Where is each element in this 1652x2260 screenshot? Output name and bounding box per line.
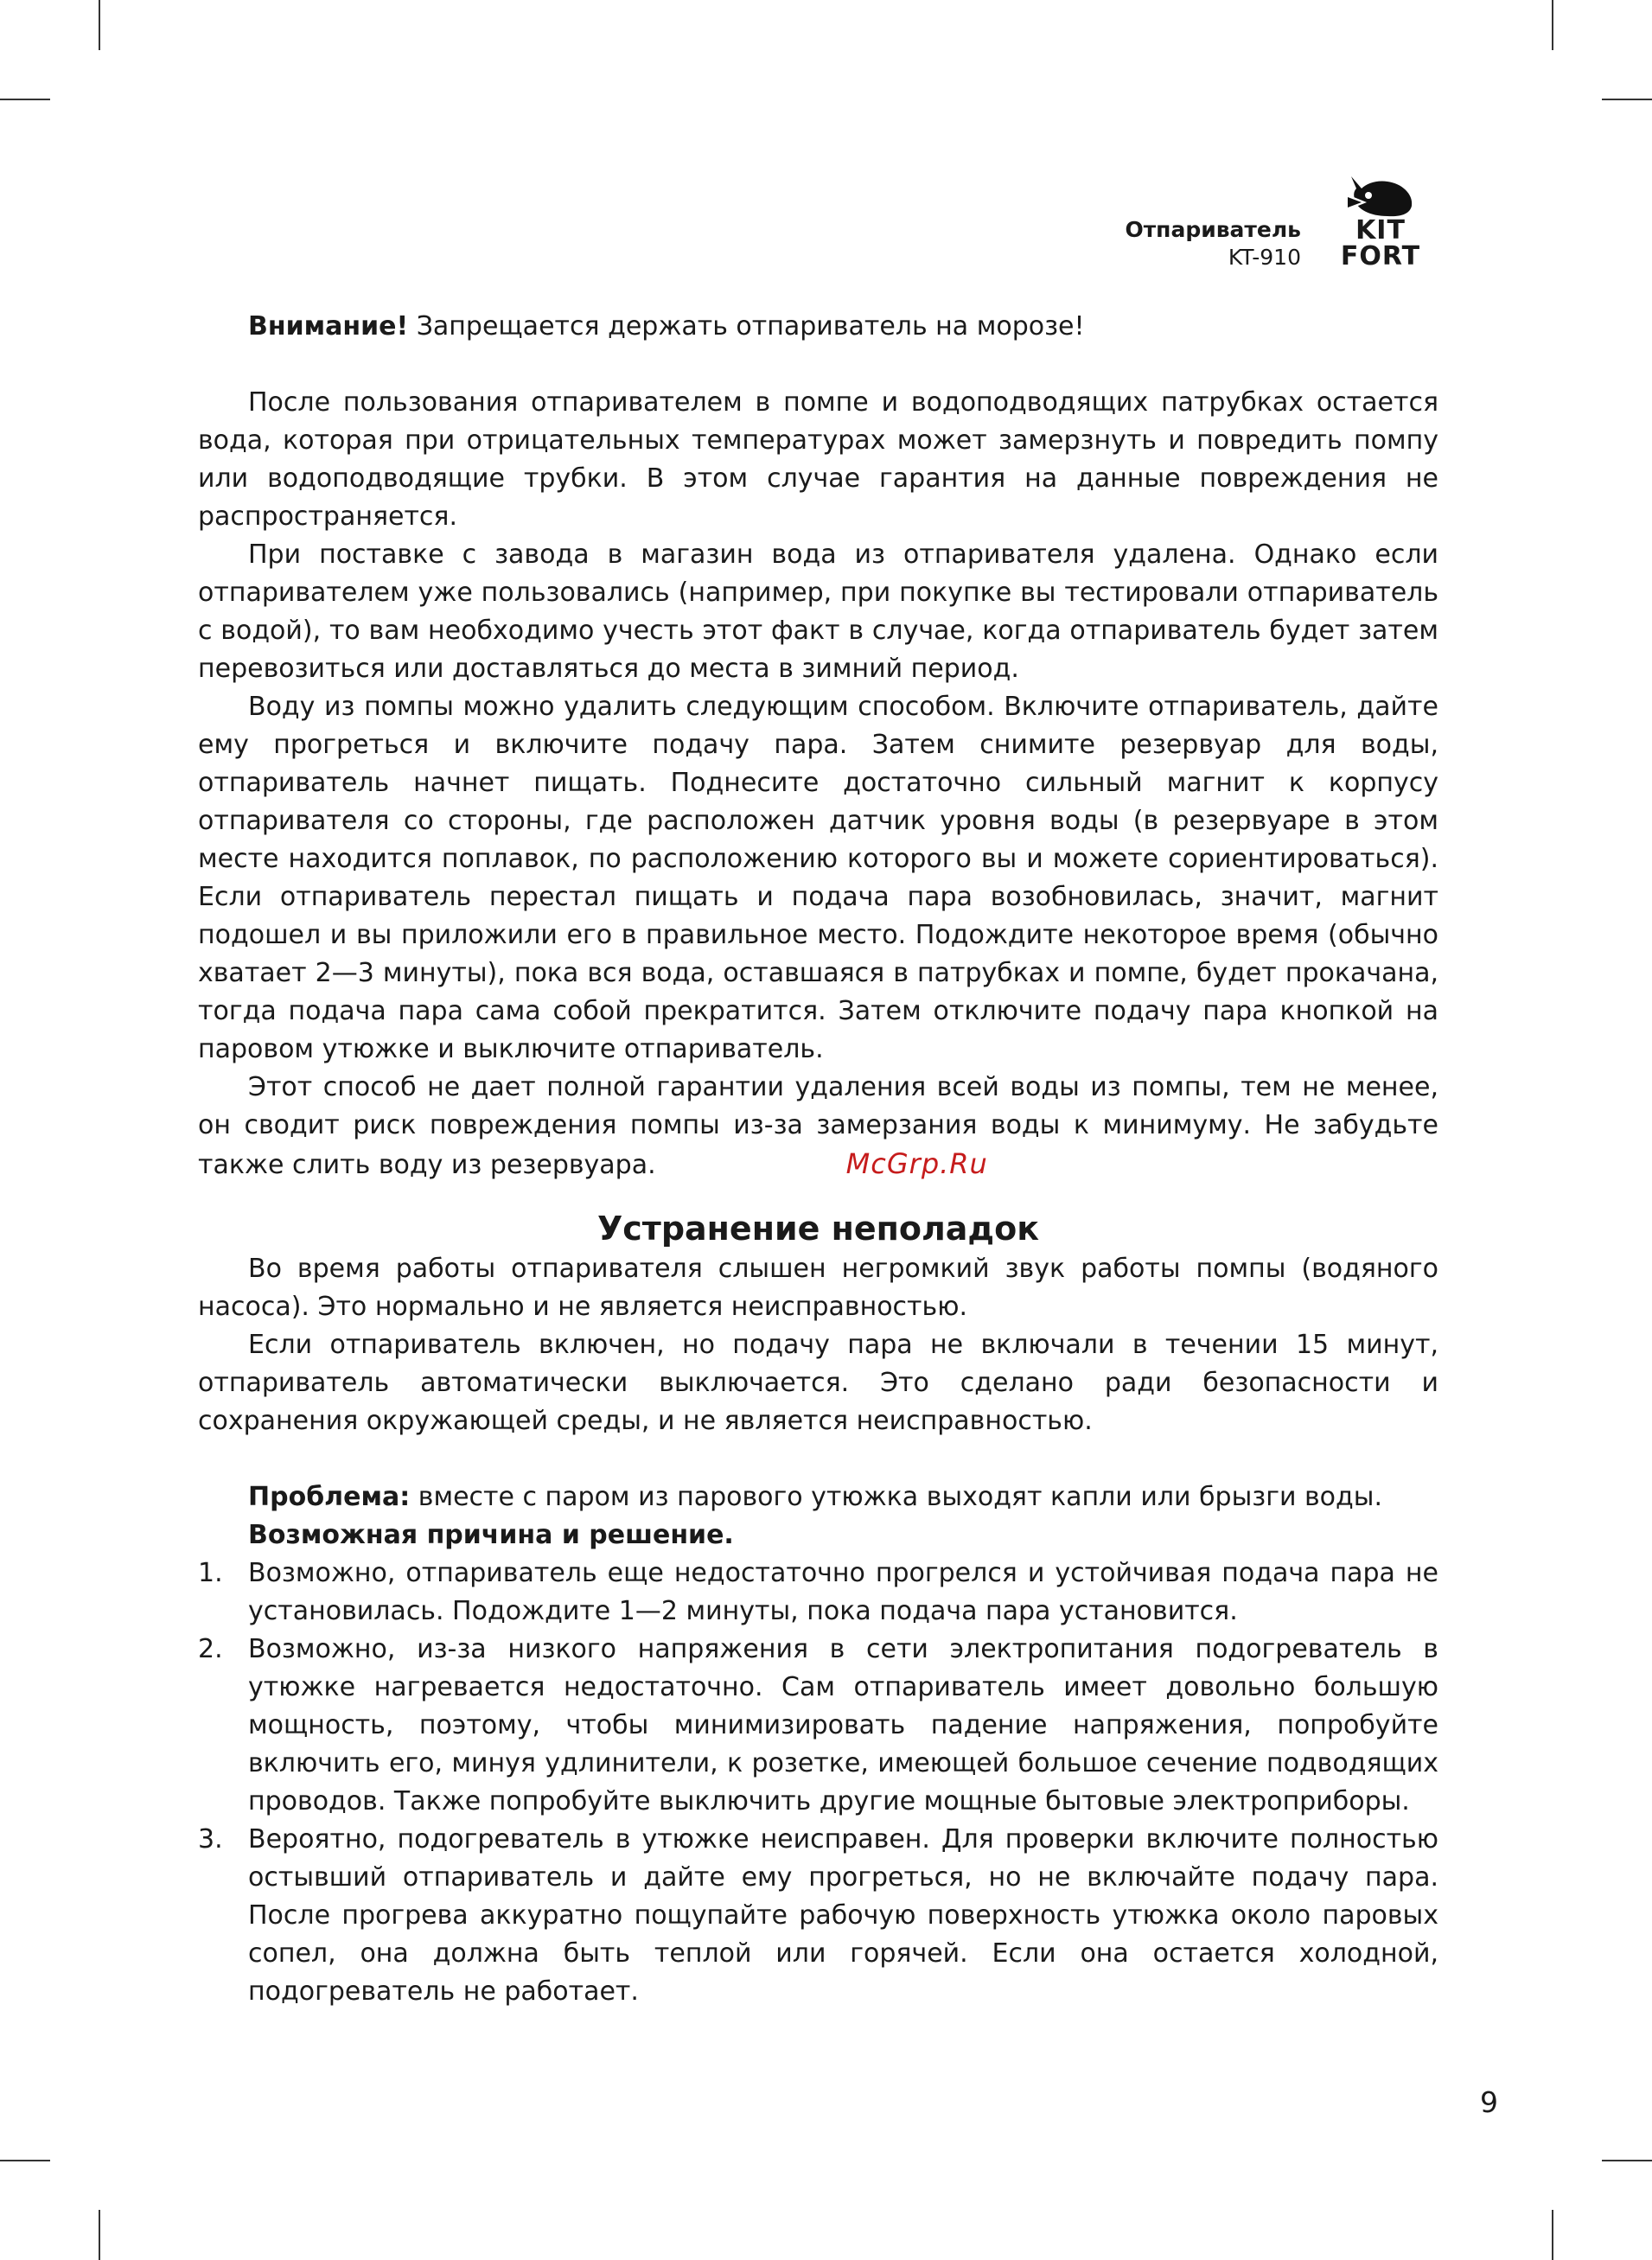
section-paragraph: Если отпариватель включен, но подачу пара не включали в течении 15 минут, отпариватель автоматически выключается. Это сделано ради безопасности и сохранения окружающей среды, и не является неисправностью. — [198, 1330, 1438, 1436]
crop-mark — [0, 99, 50, 100]
problem-paragraph — [198, 1478, 1438, 1516]
product-model: KT-910 — [1228, 245, 1301, 270]
kitfort-cat-icon — [1344, 171, 1417, 218]
solutions-list — [198, 1555, 1438, 2011]
problem-label: Проблема: — [248, 1482, 411, 1512]
cause-heading — [198, 1516, 1438, 1555]
logo-text-top: KIT — [1355, 215, 1406, 246]
cause-label: Возможная причина и решение. — [248, 1520, 734, 1550]
list-text: Возможно, из-за низкого напряжения в сети электропитания подогреватель в утюжке нагревается недостаточно. Сам отпариватель имеет довольно большую мощность, поэтому, чтобы минимизировать падение напряжения, попробуйте включить его, минуя удлинители, к розетке, имеющей большое сечение подводящих проводов. Также попробуйте выключить другие мощные бытовые электроприборы. — [248, 1634, 1438, 1816]
list-item — [198, 1555, 1438, 1631]
section-paragraph: Во время работы отпаривателя слышен негромкий звук работы помпы (водяного насоса). Это нормально и не является неисправностью. — [198, 1254, 1438, 1322]
crop-mark — [1552, 0, 1553, 50]
body-paragraph: После пользования отпаривателем в помпе и водоподводящих патрубках остается вода, которая при отрицательных температурах может замерзнуть и повредить помпу или водоподводящие трубки. В этом случае гарантия на данные повреждения не распространяется. — [198, 387, 1438, 532]
list-number: 1. — [198, 1558, 223, 1588]
brand-logo — [1324, 171, 1437, 270]
body-paragraph: При поставке с завода в магазин вода из отпаривателя удалена. Однако если отпаривателем уже пользовались (например, при покупке вы тестировали отпариватель с водой), то вам необходимо учесть этот факт в случае, когда отпариватель будет затем перевозиться или доставляться до места в зимний период. — [198, 539, 1438, 684]
warning-text: Запрещается держать отпариватель на морозе! — [408, 311, 1085, 342]
list-text: Вероятно, подогреватель в утюжке неисправен. Для проверки включите полностью остывший отпариватель и дайте ему прогреться, но не включайте подачу пара. После прогрева аккуратно пощупайте рабочую поверхность утюжка около паровых сопел, она должна быть теплой или горячей. Если она остается холодной, подогреватель не работает. — [248, 1824, 1438, 2007]
page-content — [198, 308, 1438, 2011]
body-paragraph — [198, 1069, 1438, 1184]
crop-mark — [99, 0, 100, 50]
spacer — [198, 346, 1438, 384]
crop-mark — [0, 2160, 50, 2161]
section-title: Устранение неполадок — [596, 1210, 1040, 1248]
crop-mark — [1552, 2210, 1553, 2260]
page-header — [1125, 216, 1301, 271]
warning-paragraph — [198, 308, 1438, 346]
product-title: Отпариватель — [1125, 217, 1301, 242]
body-paragraph: Воду из помпы можно удалить следующим способом. Включите отпариватель, дайте ему прогреться и включите подачу пара. Затем снимите резервуар для воды, отпариватель начнет пищать. Поднесите достаточно сильный магнит к корпусу отпаривателя со стороны, где расположен датчик уровня воды (в резервуаре в этом месте находится поплавок, по расположению которого вы и можете сориентироваться). Если отпариватель перестал пищать и подача пара возобновилась, значит, магнит подошел и вы приложили его в правильное место. Подождите некоторое время (обычно хватает 2—3 минуты), пока вся вода, оставшаяся в патрубках и помпе, будет прокачана, тогда подача пара сама собой прекратится. Затем отключите подачу пара кнопкой на паровом утюжке и выключите отпариватель. — [198, 692, 1438, 1064]
problem-text: вместе с паром из парового утюжка выходят капли или брызги воды. — [410, 1482, 1382, 1512]
list-number: 3. — [198, 1824, 223, 1855]
logo-text-bottom: FORT — [1340, 241, 1421, 271]
list-item — [198, 1631, 1438, 1821]
warning-label: Внимание! — [248, 311, 409, 342]
list-number: 2. — [198, 1634, 223, 1664]
spacer — [198, 1440, 1438, 1478]
crop-mark — [99, 2210, 100, 2260]
page-number: 9 — [1480, 2085, 1498, 2119]
list-item — [198, 1821, 1438, 2011]
watermark-text: McGrp.Ru — [845, 1147, 988, 1180]
list-text: Возможно, отпариватель еще недостаточно прогрелся и устойчивая подача пара не установилась. Подождите 1—2 минуты, пока подача пара установится. — [248, 1558, 1438, 1626]
body-text: Этот способ не дает полной гарантии удаления всей воды из помпы, тем не менее, он сводит риск повреждения помпы из-за замерзания воды к минимуму. Не забудьте также слить воду из резервуара. — [198, 1072, 1438, 1180]
crop-mark — [1602, 2160, 1652, 2161]
crop-mark — [1602, 99, 1652, 100]
